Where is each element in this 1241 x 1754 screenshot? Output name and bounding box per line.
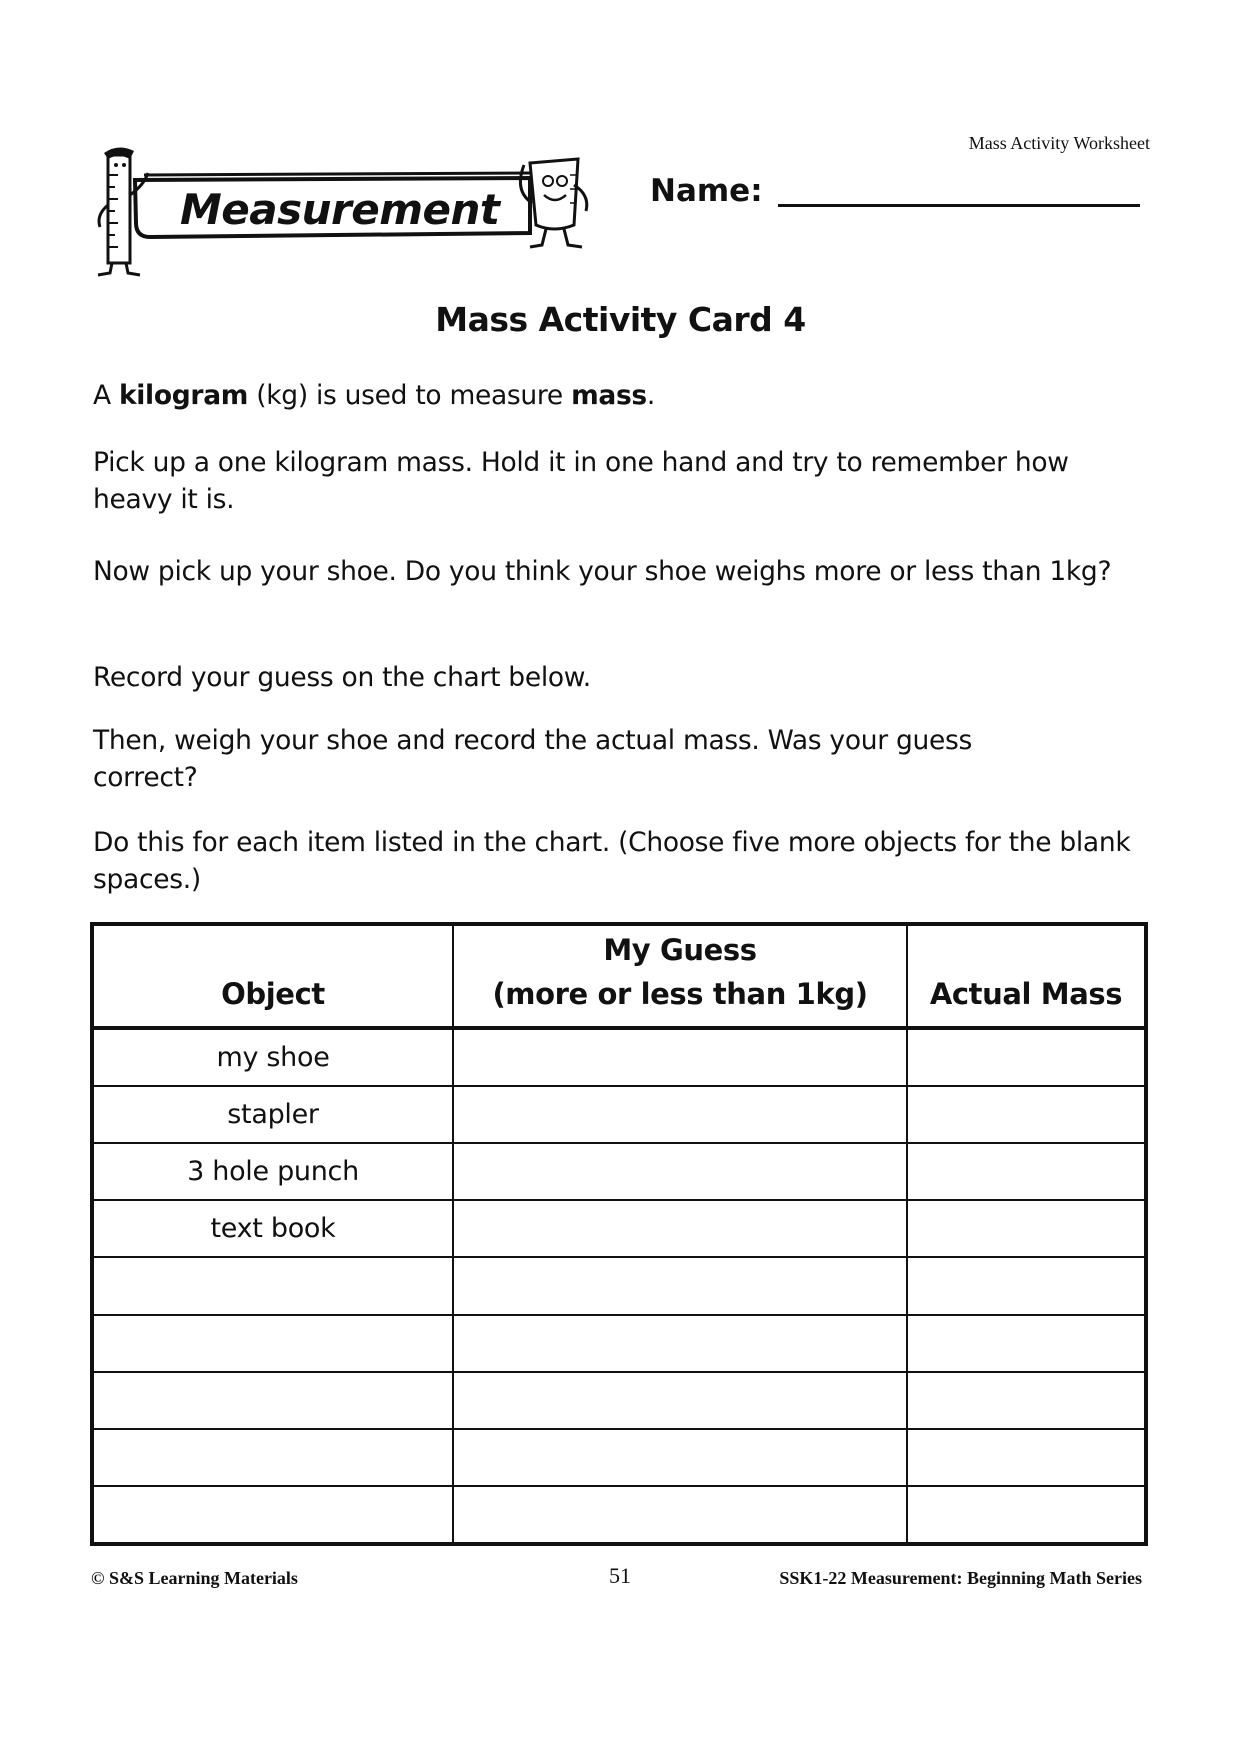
object-cell: 3 hole punch <box>92 1143 453 1200</box>
header-my-guess <box>453 924 907 1028</box>
mass-chart <box>90 922 1148 1546</box>
guess-cell[interactable] <box>453 1028 907 1086</box>
table-row <box>92 1143 1146 1200</box>
object-cell: my shoe <box>92 1028 453 1086</box>
chart-header-row <box>92 924 1146 1028</box>
actual-mass-cell[interactable] <box>907 1028 1146 1086</box>
object-cell[interactable] <box>92 1372 453 1429</box>
header-guess-line1: My Guess <box>603 933 757 967</box>
object-cell[interactable] <box>92 1315 453 1372</box>
guess-cell[interactable] <box>453 1143 907 1200</box>
footer-series: SSK1-22 Measurement: Beginning Math Series <box>779 1568 1142 1588</box>
paragraph-2: Pick up a one kilogram mass. Hold it in one hand and try to remember how heavy it is. <box>93 447 1069 515</box>
object-cell: text book <box>92 1200 453 1257</box>
worksheet-label: Mass Activity Worksheet <box>968 133 1150 153</box>
guess-cell[interactable] <box>453 1315 907 1372</box>
table-row <box>92 1257 1146 1314</box>
object-cell[interactable] <box>92 1257 453 1314</box>
actual-mass-cell[interactable] <box>907 1143 1146 1200</box>
actual-mass-cell[interactable] <box>907 1200 1146 1257</box>
actual-mass-cell[interactable] <box>907 1257 1146 1314</box>
actual-mass-cell[interactable] <box>907 1315 1146 1372</box>
paragraph-6: Do this for each item listed in the chart. (Choose five more objects for the blank spaces.) <box>93 827 1131 895</box>
guess-cell[interactable] <box>453 1372 907 1429</box>
table-row <box>92 1028 1146 1086</box>
header-object: Object <box>92 924 453 1028</box>
actual-mass-cell[interactable] <box>907 1372 1146 1429</box>
actual-mass-cell[interactable] <box>907 1486 1146 1544</box>
table-row <box>92 1315 1146 1372</box>
name-field-line[interactable] <box>778 204 1140 207</box>
table-row <box>92 1086 1146 1143</box>
header-actual-mass: Actual Mass <box>907 924 1146 1028</box>
table-row <box>92 1372 1146 1429</box>
object-cell[interactable] <box>92 1486 453 1544</box>
object-cell[interactable] <box>92 1429 453 1486</box>
table-row <box>92 1429 1146 1486</box>
guess-cell[interactable] <box>453 1257 907 1314</box>
actual-mass-cell[interactable] <box>907 1429 1146 1486</box>
page-title: Mass Activity Card 4 <box>435 300 806 339</box>
name-label: Name: <box>650 173 763 209</box>
mass-term: mass <box>571 380 647 411</box>
paragraph-1: A kilogram (kg) is used to measure mass. <box>93 380 656 411</box>
actual-mass-cell[interactable] <box>907 1086 1146 1143</box>
guess-cell[interactable] <box>453 1429 907 1486</box>
table-row <box>92 1200 1146 1257</box>
kilogram-term: kilogram <box>118 380 249 411</box>
page-number: 51 <box>609 1563 631 1588</box>
object-cell: stapler <box>92 1086 453 1143</box>
measurement-logo <box>90 145 600 285</box>
guess-cell[interactable] <box>453 1200 907 1257</box>
footer-copyright: © S&S Learning Materials <box>91 1568 298 1588</box>
banner-title: Measurement <box>180 185 500 234</box>
paragraph-3: Now pick up your shoe. Do you think your shoe weighs more or less than 1kg? <box>93 556 1112 587</box>
guess-cell[interactable] <box>453 1486 907 1544</box>
table-row <box>92 1486 1146 1544</box>
paragraph-5: Then, weigh your shoe and record the actual mass. Was your guess correct? <box>93 725 972 793</box>
paragraph-4: Record your guess on the chart below. <box>93 662 591 693</box>
guess-cell[interactable] <box>453 1086 907 1143</box>
header-guess-line2: (more or less than 1kg) <box>492 977 868 1011</box>
